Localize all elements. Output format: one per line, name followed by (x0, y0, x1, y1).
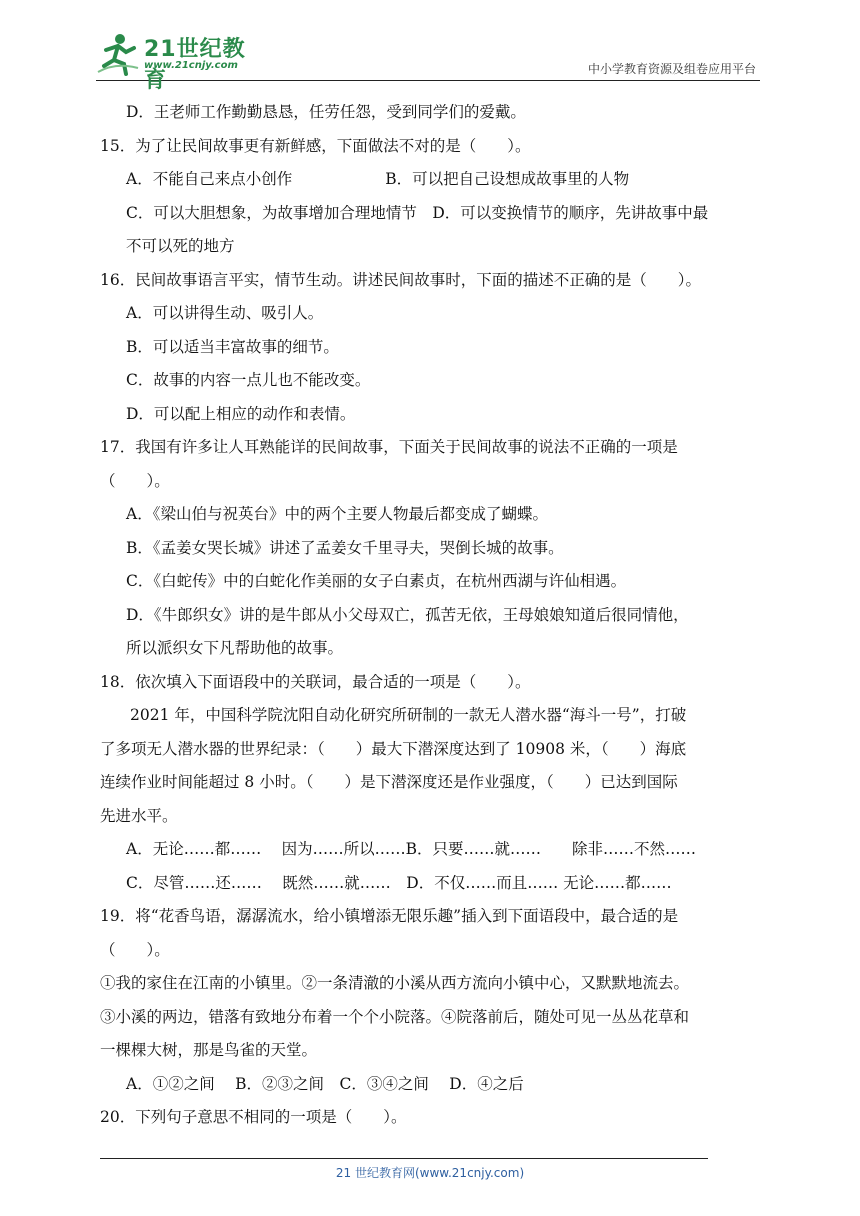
text-line: 2021 年，中国科学院沈阳自动化研究所研制的一款无人潜水器“海斗一号”，打破 (130, 706, 687, 724)
text-line: D．《牛郎织女》讲的是牛郎从小父母双亡，孤苦无依，王母娘娘知道后很同情他， (126, 605, 689, 624)
text-line: C．尽管……还…… 既然……就…… D．不仅……而且…… 无论……都…… (126, 873, 672, 892)
text-line: 一棵棵大树，那是鸟雀的天堂。 (100, 1041, 318, 1059)
text-line: （ ）。 (100, 940, 170, 959)
logo (96, 30, 266, 93)
question-stem: 17．我国有许多让人耳熟能详的民间故事，下面关于民间故事的说法不正确的一项是 (100, 438, 678, 456)
logo-text: 21世纪教育 (144, 37, 246, 93)
text-line: A．①②之间 B．②③之间 C．③④之间 D．④之后 (126, 1074, 524, 1093)
question-stem: 15．为了让民间故事更有新鲜感，下面做法不对的是（ ）。 (100, 136, 531, 155)
text-line: C．故事的内容一点儿也不能改变。 (126, 371, 371, 389)
question-stem: 18．依次填入下面语段中的关联词，最合适的一项是（ ）。 (100, 672, 531, 691)
text-line: A．无论……都…… 因为……所以……B．只要……就…… 除非……不然…… (126, 840, 697, 858)
page-footer: 21 世纪教育网(www.21cnjy.com) (335, 1166, 525, 1180)
text-line: 先进水平。 (100, 806, 178, 825)
text-line: （ ）。 (100, 471, 170, 490)
text-line: ①我的家住在江南的小镇里。②一条清澈的小溪从西方流向小镇中心，又默默地流去。 (100, 974, 690, 992)
question-stem: 16．民间故事语言平实，情节生动。讲述民间故事时，下面的描述不正确的是（ ）。 (100, 270, 701, 289)
text-line: A．《梁山伯与祝英台》中的两个主要人物最后都变成了蝴蝶。 (126, 505, 548, 523)
text-line: B．可以适当丰富故事的细节。 (126, 337, 339, 356)
text-line: A．不能自己来点小创作 B．可以把自己设想成故事里的人物 (126, 170, 630, 188)
text-line: ③小溪的两边，错落有致地分布着一个个小院落。④院落前后，随处可见一丛丛花草和 (100, 1007, 690, 1026)
page-header (96, 30, 760, 93)
text-line: C．可以大胆想象，为故事增加合理地情节 D．可以变换情节的顺序，先讲故事中最 (126, 203, 709, 222)
runner-logo-icon (96, 32, 140, 76)
text-line: C．《白蛇传》中的白蛇化作美丽的女子白素贞，在杭州西湖与许仙相遇。 (126, 572, 627, 590)
text-line: 不可以死的地方 (126, 237, 235, 255)
text-line: B．《孟姜女哭长城》讲述了孟姜女千里寻夫，哭倒长城的故事。 (126, 538, 564, 557)
text-line: D．可以配上相应的动作和表情。 (126, 404, 356, 423)
text-line: D．王老师工作勤勤恳恳，任劳任怨，受到同学们的爱戴。 (126, 103, 526, 121)
exam-content (100, 96, 770, 1135)
text-line: 了多项无人潜水器的世界纪录：（ ）最大下潜深度达到了 10908 米，（ ）海底 (100, 739, 687, 758)
question-stem: 20．下列句子意思不相同的一项是（ ）。 (100, 1108, 407, 1126)
footer-divider (100, 1158, 708, 1159)
question-stem: 19．将“花香鸟语，潺潺流水，给小镇增添无限乐趣”插入到下面语段中，最合适的是 (100, 907, 679, 925)
text-line: 所以派织女下凡帮助他的故事。 (126, 639, 344, 657)
text-line: 连续作业时间能超过 8 小时。（ ）是下潜深度还是作业强度，（ ）已达到国际 (100, 773, 678, 791)
logo-url: www.21cnjy.com (144, 60, 238, 71)
text-line: A．可以讲得生动、吸引人。 (126, 304, 324, 322)
platform-title: 中小学教育资源及组卷应用平台 (587, 62, 756, 76)
